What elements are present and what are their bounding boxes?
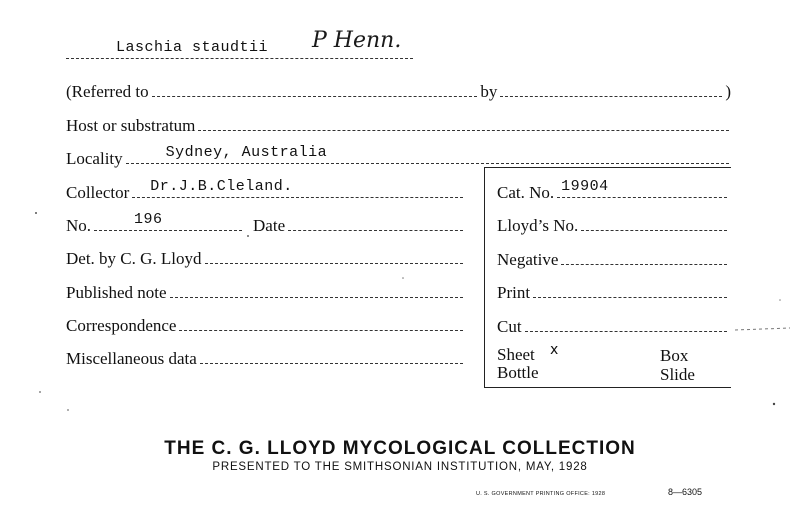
print-line	[533, 297, 727, 298]
number-row	[66, 210, 466, 236]
sheet-label: Sheet	[497, 345, 535, 364]
cut-label: Cut	[497, 317, 522, 336]
negative-row	[497, 244, 730, 270]
no-value: 196	[134, 211, 163, 228]
by-line	[500, 96, 722, 97]
species-name: Laschia staudtii	[116, 39, 269, 56]
species-author-handwritten: P Henn.	[312, 28, 402, 53]
print-label: Print	[497, 283, 531, 302]
date-label: Date	[253, 216, 286, 235]
correspondence-line	[179, 330, 463, 331]
host-row	[66, 110, 732, 136]
misc-label: Miscellaneous data	[66, 349, 197, 368]
cat-no-row	[497, 177, 730, 203]
lloyds-no-line	[581, 230, 727, 231]
collector-value: Dr.J.B.Cleland.	[150, 178, 293, 195]
cat-no-line	[557, 178, 727, 198]
negative-label: Negative	[497, 250, 559, 269]
sheet-check-mark: x	[550, 342, 559, 358]
bottle-label: Bottle	[497, 363, 539, 382]
published-note-row	[66, 277, 466, 303]
no-line	[94, 211, 242, 231]
cut-line	[525, 331, 727, 332]
misc-row	[66, 343, 466, 369]
no-label: No.	[66, 216, 92, 235]
published-note-label: Published note	[66, 283, 167, 302]
negative-line	[561, 264, 727, 265]
lloyds-no-row	[497, 210, 730, 236]
referred-to-row	[66, 76, 731, 102]
host-line	[198, 130, 729, 131]
printing-office-note: U. S. GOVERNMENT PRINTING OFFICE: 1928	[476, 491, 606, 497]
slide-label: Slide	[660, 365, 695, 384]
collector-row	[66, 177, 466, 203]
locality-label: Locality	[66, 149, 123, 168]
locality-value: Sydney, Australia	[165, 144, 328, 161]
by-label: by	[480, 82, 498, 101]
box-label: Box	[660, 346, 689, 365]
correspondence-row	[66, 310, 466, 336]
det-by-line	[205, 263, 463, 264]
locality-row	[66, 143, 732, 169]
correspondence-label: Correspondence	[66, 316, 177, 335]
collection-subtitle: PRESENTED TO THE SMITHSONIAN INSTITUTION, MAY, 1928	[212, 461, 588, 473]
cut-row	[497, 311, 730, 337]
published-note-line	[170, 297, 463, 298]
misc-line	[200, 363, 463, 364]
referred-to-line	[152, 96, 478, 97]
form-number: 8—6305	[668, 487, 703, 497]
cat-no-value: 19904	[561, 178, 609, 195]
collection-title: THE C. G. LLOYD MYCOLOGICAL COLLECTION	[164, 438, 636, 459]
collector-label: Collector	[66, 183, 130, 202]
print-row	[497, 277, 730, 303]
host-label: Host or substratum	[66, 116, 196, 135]
locality-line	[126, 144, 729, 164]
referred-to-label: (Referred to	[66, 82, 149, 101]
collector-line	[132, 178, 463, 198]
close-paren: )	[725, 82, 731, 101]
det-by-row	[66, 243, 466, 269]
date-line	[288, 230, 463, 231]
lloyds-no-label: Lloyd’s No.	[497, 216, 579, 235]
det-by-label: Det. by C. G. Lloyd	[66, 249, 202, 268]
cat-no-label: Cat. No.	[497, 183, 555, 202]
